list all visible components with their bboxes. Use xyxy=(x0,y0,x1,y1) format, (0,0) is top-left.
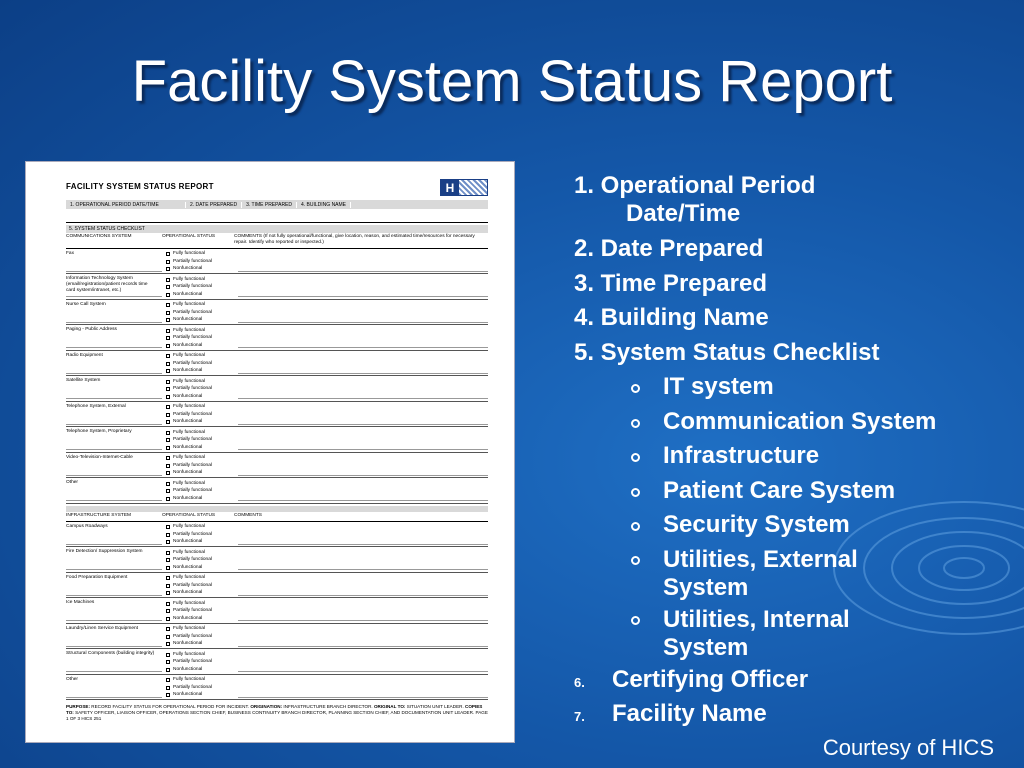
checkbox-icon xyxy=(166,566,170,570)
comment-line xyxy=(238,691,488,698)
system-name: Campus Roadways xyxy=(66,524,162,545)
slide-title: Facility System Status Report xyxy=(131,49,893,114)
form-footer: PURPOSE: RECORD FACILITY STATUS FOR OPERATIONAL PERIOD FOR INCIDENT. ORIGINATION: INFRASTRUCTURE BRANCH DIRECTOR. ORIGINAL TO: SITUATION UNIT LEADER. COPIES TO: SAFETY OFFICER, LIAISON OFFICER, OPERATIONS SECTION CHIEF, BUSINESS CONTINUITY BRANCH DIRECTOR, PLANNING SECTION CHIEF, AND DOCUMENTATION UNIT LEADER. PAGE 1 OF 3 HICS 251 xyxy=(66,704,488,722)
checkbox-icon xyxy=(166,387,170,391)
infra-column-header: INFRASTRUCTURE SYSTEM OPERATIONAL STATUS COMMENTS xyxy=(66,512,488,522)
comm-rows xyxy=(66,249,488,504)
status-option: Partially functional xyxy=(173,557,212,563)
comment-line xyxy=(238,589,488,596)
list-item-date-prepared: 2. Date Prepared xyxy=(574,235,764,262)
status-option: Fully functional xyxy=(173,404,205,410)
form-header-field: 2. DATE PREPARED xyxy=(186,202,242,208)
checkbox-icon xyxy=(166,267,170,271)
checklist-bullet: IT system xyxy=(574,370,1014,405)
form-header-field: 1. OPERATIONAL PERIOD DATE/TIME xyxy=(66,202,186,208)
table-row xyxy=(66,573,488,599)
status-option: Fully functional xyxy=(173,276,205,282)
status-option: Nonfunctional xyxy=(173,666,203,672)
checkbox-icon xyxy=(166,431,170,435)
checkbox-icon xyxy=(166,609,170,613)
table-row xyxy=(66,351,488,377)
section-5-label: 5. SYSTEM STATUS CHECKLIST xyxy=(66,225,488,233)
status-option: Partially functional xyxy=(173,488,212,494)
comment-line xyxy=(238,316,488,323)
table-row xyxy=(66,325,488,351)
checkbox-icon xyxy=(166,380,170,384)
form-document-image xyxy=(25,161,515,743)
status-option: Nonfunctional xyxy=(173,317,203,323)
hics-logo: H xyxy=(440,179,488,196)
status-option: Fully functional xyxy=(173,251,205,257)
ring-bullet-icon xyxy=(631,522,640,531)
form-header-field: 4. BUILDING NAME xyxy=(297,202,351,208)
status-option: Nonfunctional xyxy=(173,590,203,596)
status-option: Fully functional xyxy=(173,651,205,657)
checkbox-icon xyxy=(166,344,170,348)
status-option: Fully functional xyxy=(173,353,205,359)
system-name: Fax xyxy=(66,251,162,272)
table-row xyxy=(66,649,488,675)
status-option: Partially functional xyxy=(173,335,212,341)
checkbox-icon xyxy=(166,540,170,544)
comment-line xyxy=(238,341,488,348)
form-header-fields xyxy=(66,200,488,209)
system-name: Paging - Public Address xyxy=(66,327,162,348)
checkbox-icon xyxy=(166,558,170,562)
status-option: Nonfunctional xyxy=(173,393,203,399)
status-option: Nonfunctional xyxy=(173,615,203,621)
status-option: Fully functional xyxy=(173,677,205,683)
checkbox-icon xyxy=(166,525,170,529)
ring-bullet-icon xyxy=(631,616,640,625)
comment-line xyxy=(238,367,488,374)
status-option: Fully functional xyxy=(173,327,205,333)
status-option: Fully functional xyxy=(173,480,205,486)
status-option: Fully functional xyxy=(173,302,205,308)
system-name: Other xyxy=(66,677,162,698)
checkbox-icon xyxy=(166,456,170,460)
status-option: Fully functional xyxy=(173,549,205,555)
checkbox-icon xyxy=(166,252,170,256)
status-option: Partially functional xyxy=(173,411,212,417)
table-row xyxy=(66,402,488,428)
checkbox-icon xyxy=(166,668,170,672)
status-option: Fully functional xyxy=(173,455,205,461)
table-row xyxy=(66,624,488,650)
status-option: Partially functional xyxy=(173,386,212,392)
list-item-time-prepared: 3. Time Prepared xyxy=(574,269,767,297)
table-row xyxy=(66,675,488,701)
comment-line xyxy=(238,418,488,425)
status-option: Fully functional xyxy=(173,600,205,606)
system-name: Laundry/Linen Service Equipment xyxy=(66,626,162,647)
status-option: Nonfunctional xyxy=(173,266,203,272)
checkbox-icon xyxy=(166,413,170,417)
system-name: Radio Equipment xyxy=(66,353,162,374)
field-list xyxy=(574,172,1014,732)
checkbox-icon xyxy=(166,329,170,333)
status-option: Nonfunctional xyxy=(173,641,203,647)
status-option: Fully functional xyxy=(173,429,205,435)
ring-bullet-icon xyxy=(631,556,640,565)
status-option: Partially functional xyxy=(173,258,212,264)
courtesy-credit: Courtesy of HICS xyxy=(822,735,994,760)
checkbox-icon xyxy=(166,362,170,366)
table-row xyxy=(66,547,488,573)
status-option: Nonfunctional xyxy=(173,419,203,425)
bullet-utilities-external: Utilities, External System xyxy=(574,543,1014,603)
infra-rows xyxy=(66,522,488,701)
status-option: Nonfunctional xyxy=(173,368,203,374)
checkbox-icon xyxy=(166,405,170,409)
form-title: FACILITY SYSTEM STATUS REPORT xyxy=(66,182,214,192)
checklist-bullet: Communication System xyxy=(574,405,1014,440)
status-option: Partially functional xyxy=(173,659,212,665)
checkbox-icon xyxy=(166,591,170,595)
checkbox-icon xyxy=(166,446,170,450)
comment-line xyxy=(238,538,488,545)
status-option: Partially functional xyxy=(173,284,212,290)
list-item-facility-name: 7. Facility Name xyxy=(574,700,767,727)
status-option: Partially functional xyxy=(173,633,212,639)
checkbox-icon xyxy=(166,551,170,555)
checklist-bullets xyxy=(574,370,1014,543)
comment-line xyxy=(238,563,488,570)
checkbox-icon xyxy=(166,278,170,282)
checkbox-icon xyxy=(166,464,170,468)
system-name: Information Technology System (email/registration/patient records time card system/intranet, etc.) xyxy=(66,276,162,297)
status-option: Nonfunctional xyxy=(173,539,203,545)
ring-bullet-icon xyxy=(631,419,640,428)
status-option: Partially functional xyxy=(173,309,212,315)
table-row xyxy=(66,427,488,453)
system-name: Structural Components (building integrity) xyxy=(66,651,162,672)
status-option: Fully functional xyxy=(173,626,205,632)
checkbox-icon xyxy=(166,395,170,399)
checkbox-icon xyxy=(166,438,170,442)
status-option: Partially functional xyxy=(173,608,212,614)
system-name: Satellite System xyxy=(66,378,162,399)
ring-bullet-icon xyxy=(631,453,640,462)
checkbox-icon xyxy=(166,693,170,697)
table-row xyxy=(66,376,488,402)
system-name: Nurse Call System xyxy=(66,302,162,323)
checkbox-icon xyxy=(166,653,170,657)
bullet-utilities-internal: Utilities, Internal System xyxy=(574,603,1014,663)
list-item-operational-period: 1. Operational Period Date/Time xyxy=(574,172,816,227)
comment-line xyxy=(238,665,488,672)
system-name: Video-Television-Internet-Cable xyxy=(66,455,162,476)
checkbox-icon xyxy=(166,311,170,315)
status-option: Nonfunctional xyxy=(173,692,203,698)
checkbox-icon xyxy=(166,482,170,486)
comment-line xyxy=(238,614,488,621)
checkbox-icon xyxy=(166,635,170,639)
system-name: Fire Detection/ Suppression System xyxy=(66,549,162,570)
table-row xyxy=(66,598,488,624)
checkbox-icon xyxy=(166,260,170,264)
table-row xyxy=(66,478,488,504)
status-option: Partially functional xyxy=(173,360,212,366)
table-row xyxy=(66,249,488,275)
checkbox-icon xyxy=(166,354,170,358)
checklist-bullet: Security System xyxy=(574,508,1014,543)
status-option: Nonfunctional xyxy=(173,495,203,501)
checkbox-icon xyxy=(166,602,170,606)
system-name: Ice Machines xyxy=(66,600,162,621)
status-option: Nonfunctional xyxy=(173,342,203,348)
table-row xyxy=(66,300,488,326)
system-name: Other xyxy=(66,480,162,501)
status-option: Partially functional xyxy=(173,582,212,588)
status-option: Nonfunctional xyxy=(173,444,203,450)
checkbox-icon xyxy=(166,303,170,307)
status-option: Partially functional xyxy=(173,437,212,443)
checkbox-icon xyxy=(166,584,170,588)
checkbox-icon xyxy=(166,576,170,580)
checkbox-icon xyxy=(166,293,170,297)
form-header-field: 3. TIME PREPARED xyxy=(242,202,297,208)
table-row xyxy=(66,522,488,548)
comment-line xyxy=(238,290,488,297)
checkbox-icon xyxy=(166,678,170,682)
status-option: Fully functional xyxy=(173,378,205,384)
status-option: Partially functional xyxy=(173,684,212,690)
checkbox-icon xyxy=(166,318,170,322)
list-item-system-status-checklist: 5. System Status Checklist xyxy=(574,338,880,366)
list-item-certifying-officer: 6. Certifying Officer xyxy=(574,665,809,693)
checkbox-icon xyxy=(166,489,170,493)
checkbox-icon xyxy=(166,497,170,501)
status-option: Fully functional xyxy=(173,575,205,581)
system-name: Telephone System, Proprietary xyxy=(66,429,162,450)
status-option: Partially functional xyxy=(173,531,212,537)
checkbox-icon xyxy=(166,686,170,690)
system-name: Food Preparation Equipment xyxy=(66,575,162,596)
checkbox-icon xyxy=(166,627,170,631)
checklist-bullet: Patient Care System xyxy=(574,474,1014,509)
comment-line xyxy=(238,469,488,476)
checkbox-icon xyxy=(166,660,170,664)
status-option: Nonfunctional xyxy=(173,470,203,476)
checkbox-icon xyxy=(166,336,170,340)
checkbox-icon xyxy=(166,533,170,537)
status-option: Nonfunctional xyxy=(173,564,203,570)
checklist-bullet: Infrastructure xyxy=(574,439,1014,474)
checkbox-icon xyxy=(166,471,170,475)
system-name: Telephone System, External xyxy=(66,404,162,425)
comment-line xyxy=(238,640,488,647)
comment-line xyxy=(238,392,488,399)
checkbox-icon xyxy=(166,420,170,424)
list-item-building-name: 4. Building Name xyxy=(574,304,769,331)
table-row xyxy=(66,453,488,479)
checkbox-icon xyxy=(166,285,170,289)
ring-bullet-icon xyxy=(631,488,640,497)
status-option: Fully functional xyxy=(173,524,205,530)
checkbox-icon xyxy=(166,617,170,621)
ring-bullet-icon xyxy=(631,384,640,393)
status-option: Partially functional xyxy=(173,462,212,468)
table-row xyxy=(66,274,488,300)
checkbox-icon xyxy=(166,642,170,646)
checkbox-icon xyxy=(166,369,170,373)
comment-line xyxy=(238,443,488,450)
comment-line xyxy=(238,494,488,501)
comment-line xyxy=(238,265,488,272)
comm-column-header: COMMUNICATIONS SYSTEM OPERATIONAL STATUS COMMENTS (If not fully operational/functional, give location, reason, and estimated time/resources for necessary repair. Identify who reported or inspected.) xyxy=(66,233,488,249)
status-option: Nonfunctional xyxy=(173,291,203,297)
